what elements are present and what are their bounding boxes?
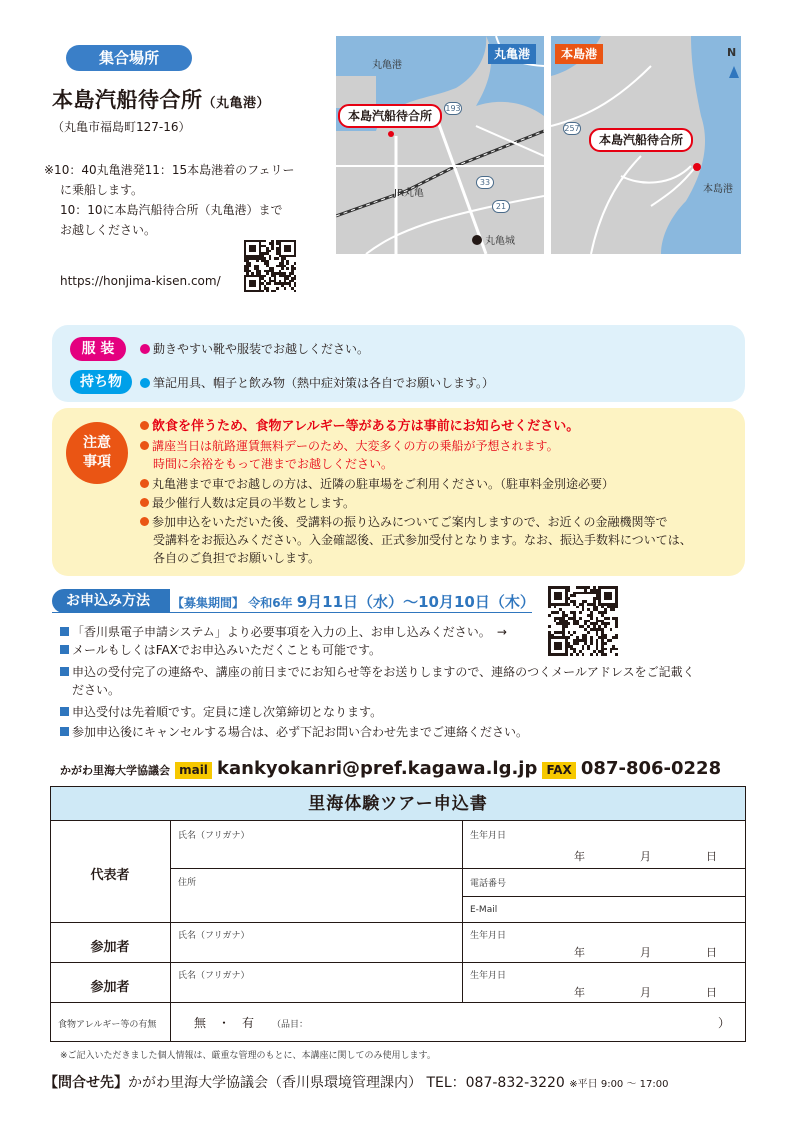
place-address: （丸亀市福島町127-16） [52, 120, 191, 134]
mail-tag: mail [175, 762, 212, 779]
square-bullet-icon [60, 645, 69, 654]
form-participant-2-label: 参加者 [90, 980, 130, 995]
rep-birth-field[interactable]: 生年月日 [470, 831, 507, 841]
square-bullet-icon [60, 667, 69, 676]
p2-year-label: 年 [574, 986, 585, 999]
orange-dot-icon [140, 441, 149, 450]
application-divider [52, 612, 532, 613]
application-line-4: 申込受付は先着順です。定員に達し次第締切となります。 [60, 704, 382, 721]
application-line-3b: ださい。 [72, 683, 121, 697]
application-line-3: 申込の受付完了の連絡や、講座の前日までにお知らせ等をお送りしますので、連絡のつくメールアドレスをご記載く [60, 664, 695, 681]
rep-phone-field[interactable]: 電話番号 [470, 879, 507, 889]
belongings-text: 筆記用具、帽子と飲み物（熱中症対策は各自でお願いします。） [140, 374, 494, 392]
allergy-item-field[interactable]: （品目： [272, 1020, 309, 1030]
contact-line: かがわ里海大学協議会 mail kankyokanri@pref.kagawa.lg.jp FAX 087-806-0228 [60, 758, 722, 779]
ferry-note: ※10：40丸亀港発11：15本島港着のフェリー に乗船します。 10：10に本島汽船待合所（丸亀港）まで お越しください。 [44, 163, 295, 237]
castle-marker-icon [472, 235, 482, 245]
meeting-place-badge: 集合場所 [66, 45, 192, 71]
orange-dot-icon [140, 517, 149, 526]
rep-day-label: 日 [706, 850, 717, 863]
map-honjima-port [551, 36, 741, 254]
ferry-url[interactable]: https://honjima-kisen.com/ [60, 274, 221, 288]
form-title: 里海体験ツアー申込書 [51, 787, 745, 821]
square-bullet-icon [60, 627, 69, 636]
route-257-badge: 257 [564, 124, 580, 133]
map-right-callout: 本島汽船待合所 [589, 128, 693, 152]
cyan-dot-icon [140, 378, 150, 388]
p2-day-label: 日 [706, 986, 717, 999]
square-bullet-icon [60, 707, 69, 716]
caution-line-5: 最少催行人数は定員の半数とします。 [140, 495, 355, 512]
p1-month-label: 月 [640, 946, 651, 959]
allergy-options[interactable]: 無 ・ 有 [194, 1016, 255, 1030]
route-193-badge: 193 [445, 104, 461, 113]
map-right-port-label: 本島港 [703, 184, 733, 195]
caution-line-3: 時間に余裕をもって港までお越しください。 [153, 457, 394, 471]
form-participant-1-label: 参加者 [90, 940, 130, 955]
arrow-right-icon: → [496, 625, 507, 639]
clothing-tag: 服 装 [70, 337, 126, 361]
participant-1-birth-field[interactable]: 生年月日 [470, 931, 507, 941]
participant-1-name-field[interactable]: 氏名（フリガナ） [178, 931, 250, 941]
caution-line-7: 受講料をお振込みください。入金確認後、正式参加受付となります。なお、振込手数料については、 [153, 533, 692, 547]
rep-name-field[interactable]: 氏名（フリガナ） [178, 831, 250, 841]
place-name: 本島汽船待合所（丸亀港） [52, 88, 271, 112]
form-rep-label: 代表者 [90, 868, 130, 883]
route-21-badge: 21 [492, 200, 510, 213]
p2-month-label: 月 [640, 986, 651, 999]
caution-line-6: 参加申込をいただいた後、受講料の振り込みについてご案内しますので、お近くの金融機関等で [140, 514, 668, 531]
privacy-footnote: ※ご記入いただきました個人情報は、厳重な管理のもとに、本講座に関してのみ使用します。 [60, 1051, 436, 1061]
inquiry-line: 【問合せ先】かがわ里海大学協議会（香川県環境管理課内） TEL：087-832-3220 ※平日 9:00 〜 17:00 [44, 1075, 669, 1091]
map-right-tag: 本島港 [555, 44, 603, 64]
application-title: お申込み方法 [52, 589, 170, 613]
map-left-port-label: 丸亀港 [372, 60, 402, 71]
north-icon: N [727, 46, 737, 59]
pink-dot-icon [140, 344, 150, 354]
application-form [50, 786, 746, 1042]
qr-code-ferry [244, 240, 296, 292]
allergy-label: 食物アレルギー等の有無 [58, 1020, 157, 1030]
contact-email[interactable]: kankyokanri@pref.kagawa.lg.jp [217, 758, 538, 779]
map-left-tag: 丸亀港 [488, 44, 536, 64]
caution-badge: 注意 事項 [66, 422, 128, 484]
orange-dot-icon [140, 479, 149, 488]
caution-line-2: 講座当日は航路運賃無料デーのため、大変多くの方の乗船が予想されます。 [140, 438, 559, 455]
square-bullet-icon [60, 727, 69, 736]
map-left-castle-label: 丸亀城 [472, 232, 515, 247]
qr-code-application[interactable] [548, 586, 618, 656]
p1-day-label: 日 [706, 946, 717, 959]
rep-address-field[interactable]: 住所 [178, 878, 197, 888]
application-period: 【募集期間】 令和6年 9月11日（水）〜10月10日（木） [172, 593, 535, 611]
map-left-station-label: JR丸亀 [394, 188, 424, 199]
route-33-badge: 33 [476, 176, 494, 189]
contact-fax: 087-806-0228 [580, 758, 722, 779]
map-marugame-port [336, 36, 544, 254]
map-left-callout: 本島汽船待合所 [338, 104, 442, 128]
p1-year-label: 年 [574, 946, 585, 959]
rep-month-label: 月 [640, 850, 651, 863]
caution-line-4: 丸亀港まで車でお越しの方は、近隣の駐車場をご利用ください。（駐車料金別途必要） [140, 476, 614, 493]
allergy-close: ） [718, 1016, 731, 1030]
orange-dot-icon [140, 498, 149, 507]
caution-line-1: 飲食を伴うため、食物アレルギー等がある方は事前にお知らせください。 [140, 418, 579, 435]
clothing-text: 動きやすい靴や服装でお越しください。 [140, 340, 369, 358]
rep-email-field[interactable]: E-Mail [470, 905, 498, 915]
fax-tag: FAX [542, 762, 575, 779]
participant-2-birth-field[interactable]: 生年月日 [470, 971, 507, 981]
application-line-5: 参加申込後にキャンセルする場合は、必ず下記お問い合わせ先までご連絡ください。 [60, 724, 528, 741]
caution-line-8: 各自のご負担でお願いします。 [153, 551, 321, 565]
orange-dot-icon [140, 421, 149, 430]
application-line-1: 「香川県電子申請システム」より必要事項を入力の上、お申し込みください。 → [60, 624, 507, 641]
application-line-2: メールもしくはFAXでお申込みいただくことも可能です。 [60, 642, 381, 659]
rep-year-label: 年 [574, 850, 585, 863]
participant-2-name-field[interactable]: 氏名（フリガナ） [178, 971, 250, 981]
belongings-tag: 持ち物 [70, 370, 132, 394]
